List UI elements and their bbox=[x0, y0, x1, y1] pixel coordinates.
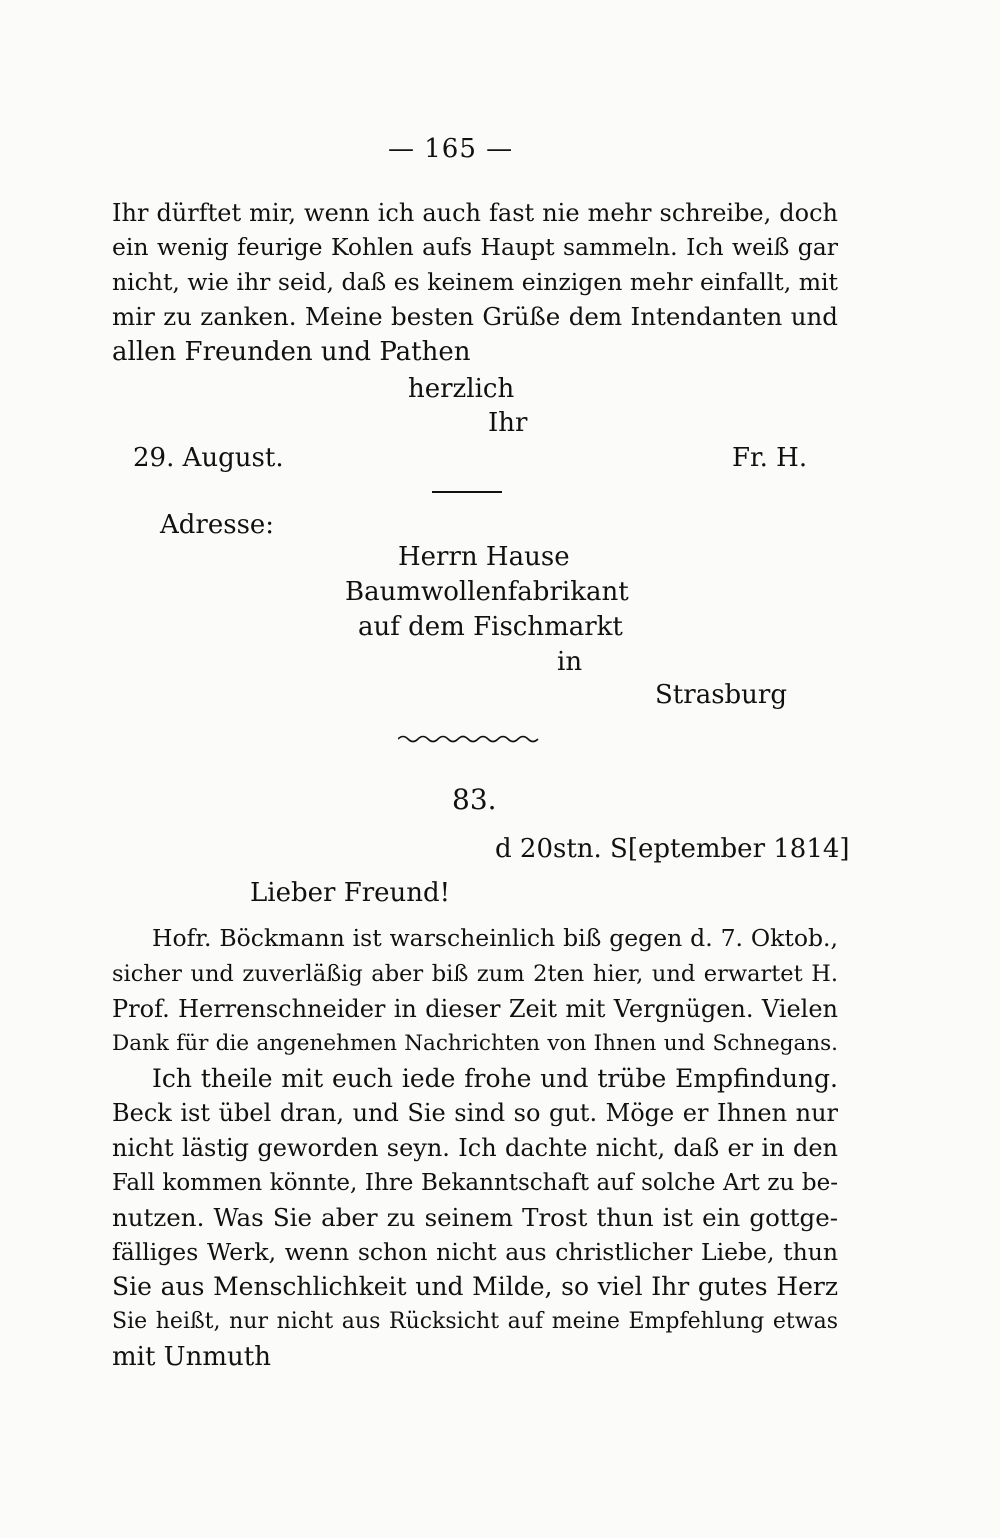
para2-line-3: nicht lästig geworden seyn. Ich dachte nicht, daß er in den bbox=[112, 1134, 838, 1162]
address-line-5: Strasburg bbox=[655, 680, 787, 710]
letter1-line-4: mir zu zanken. Meine besten Grüße dem Intendanten und bbox=[112, 302, 838, 331]
wavy-divider bbox=[398, 733, 540, 745]
para2-line-4: Fall kommen könnte, Ihre Bekanntschaft auf solche Art zu be- bbox=[112, 1170, 838, 1196]
letter1-line-1: Ihr dürftet mir, wenn ich auch fast nie mehr schreibe, doch bbox=[112, 199, 838, 227]
para1-line-4: Dank für die angenehmen Nachrichten von Ihnen und Schnegans. bbox=[112, 1031, 838, 1056]
letter2-dateline: d 20stn. S[eptember 1814] bbox=[495, 834, 850, 864]
address-line-4: in bbox=[557, 647, 583, 677]
closing-herzlich: herzlich bbox=[408, 374, 515, 404]
address-line-1: Herrn Hause bbox=[398, 542, 570, 572]
para2-line-7: Sie aus Menschlichkeit und Milde, so viel Ihr gutes Herz bbox=[112, 1272, 838, 1301]
para1-line-3: Prof. Herrenschneider in dieser Zeit mit Vergnügen. Vielen bbox=[112, 995, 838, 1023]
letter1-signature: Fr. H. bbox=[732, 443, 808, 473]
para1-line-1: Hofr. Böckmann ist warscheinlich biß gegen d. 7. Oktob., bbox=[152, 924, 838, 952]
address-label: Adresse: bbox=[160, 510, 275, 540]
letter1-date: 29. August. bbox=[133, 443, 284, 473]
para2-line-5: nutzen. Was Sie aber zu seinem Trost thun ist ein gottge- bbox=[112, 1203, 838, 1232]
address-line-2: Baumwollenfabrikant bbox=[345, 577, 629, 607]
para1-line-2: sicher und zuverläßig aber biß zum 2ten hier, und erwartet H. bbox=[112, 961, 838, 987]
para2-line-1: Ich theile mit euch iede frohe und trübe Empfindung. bbox=[152, 1064, 838, 1093]
letter1-line-2: ein wenig feurige Kohlen aufs Haupt sammeln. Ich weiß gar bbox=[112, 233, 838, 261]
letter1-line-3: nicht, wie ihr seid, daß es keinem einzigen mehr einfallt, mit bbox=[112, 268, 838, 296]
para2-line-9: mit Unmuth bbox=[112, 1342, 271, 1372]
short-divider bbox=[432, 491, 502, 493]
letter2-salutation: Lieber Freund! bbox=[250, 878, 451, 908]
para2-line-2: Beck ist übel dran, und Sie sind so gut. Möge er Ihnen nur bbox=[112, 1099, 838, 1127]
letter-number: 83. bbox=[452, 783, 497, 816]
closing-ihr: Ihr bbox=[488, 408, 528, 438]
para2-line-6: fälliges Werk, wenn schon nicht aus christlicher Liebe, thun bbox=[112, 1238, 838, 1266]
para2-line-8: Sie heißt, nur nicht aus Rücksicht auf meine Empfehlung etwas bbox=[112, 1309, 838, 1334]
letter1-line-5: allen Freunden und Pathen bbox=[112, 337, 471, 367]
page-number: — 165 — bbox=[388, 134, 514, 164]
address-line-3: auf dem Fischmarkt bbox=[358, 612, 623, 642]
